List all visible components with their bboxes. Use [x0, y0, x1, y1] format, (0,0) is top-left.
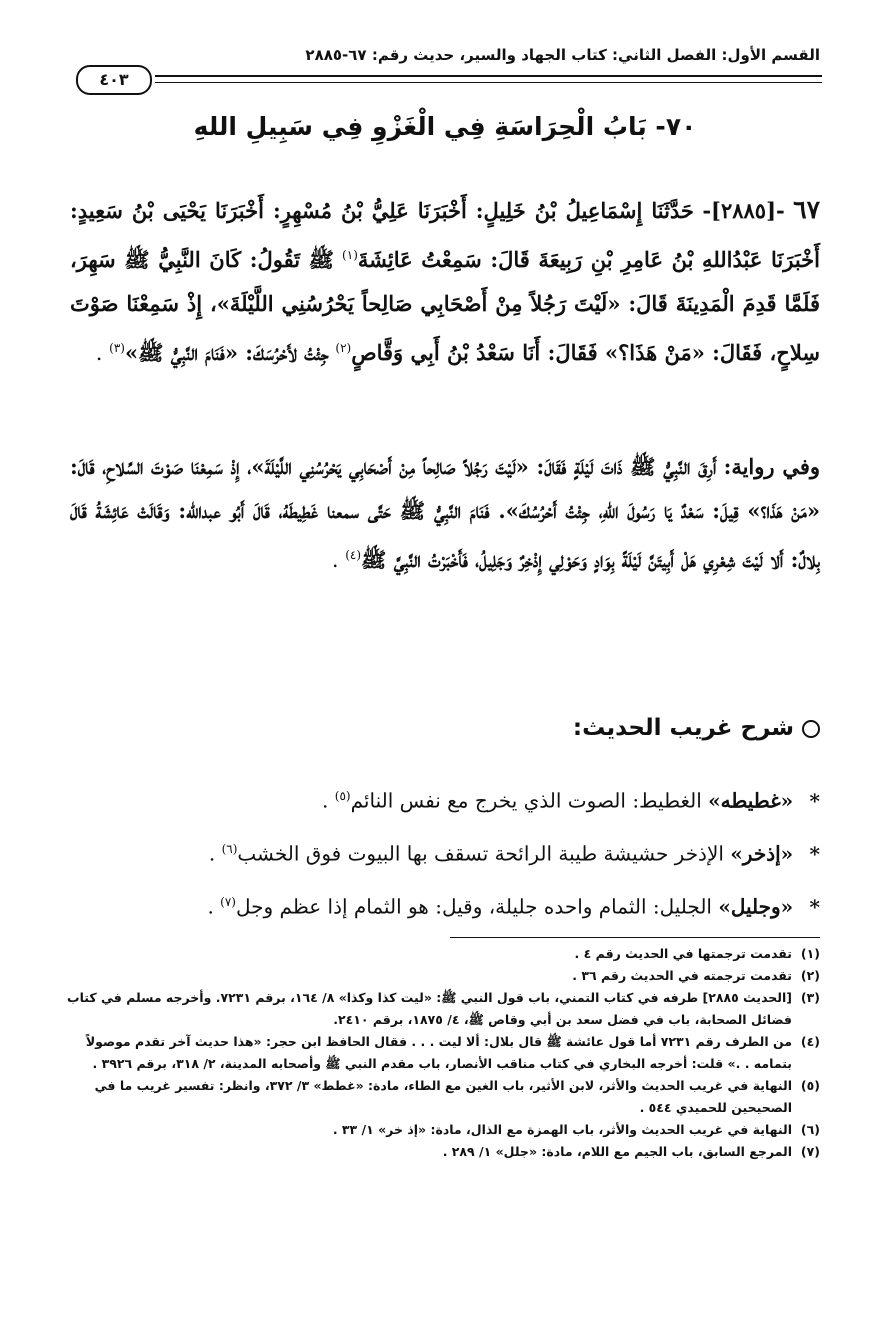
- footnote: [60, 1031, 820, 1075]
- footnote-text: النهاية في غريب الحديث والأثر، لابن الأثير، باب الغين مع الطاء، مادة: «غطط» ٣/ ٣٧٢، وانظر: تفسير غريب ما في الصحيحين للحميدي ٥٤٤ .: [94, 1078, 792, 1115]
- footnote: [60, 965, 820, 987]
- footnote: [60, 987, 820, 1031]
- footnote: [60, 1141, 820, 1163]
- gloss-period: .: [208, 841, 216, 866]
- section-heading-text: شرح غريب الحديث:: [572, 715, 794, 741]
- footnote-ref-5[interactable]: (٥): [334, 789, 351, 803]
- footnote-ref-1[interactable]: (١): [342, 248, 358, 262]
- header-rule: [155, 75, 822, 83]
- gloss-text: الغطيط: الصوت الذي يخرج مع نفس النائم: [350, 788, 702, 813]
- footnote-text: من الطرف رقم ٧٢٣١ أما قول عائشة ﷺ قال بلال: ألا ليت . . . فقال الحافظ ابن حجر: «هذا حديث آخر تقدم موصولاً بتمامه . .» قلت: أخرجه البخاري في كتاب مناقب الأنصار، باب مقدم النبي ﷺ وأصحابه المدينة، ٢/ ٣١٨، برقم ٣٩٢٦ .: [85, 1034, 792, 1071]
- footnote: [60, 1119, 820, 1141]
- asterisk-icon: *: [809, 788, 820, 813]
- running-head: القسم الأول: الفصل الثاني: كتاب الجهاد والسير، حديث رقم: ٦٧-٢٨٨٥: [305, 46, 820, 64]
- footnote-text: المرجع السابق، باب الجيم مع اللام، مادة: «جلل» ١/ ٢٨٩ .: [442, 1144, 792, 1159]
- asterisk-icon: *: [809, 841, 820, 866]
- footnote-ref-4[interactable]: (٤): [345, 548, 362, 562]
- asterisk-icon: *: [809, 894, 820, 919]
- riwaya-lead: وفي رواية:: [723, 454, 820, 479]
- footnote-text: تقدمت ترجمته في الحديث رقم ٣٦ .: [572, 968, 792, 983]
- footnote-ref-7[interactable]: (٧): [220, 895, 236, 909]
- footnote: [60, 943, 820, 965]
- footnote-text: تقدمت ترجمتها في الحديث رقم ٤ .: [574, 946, 792, 961]
- gloss-text: الجليل: الثمام واحده جليلة، وقيل: هو الثمام إذا عظم وجل: [235, 894, 712, 919]
- gloss-term: «إذخر»: [730, 841, 794, 866]
- riwaya-text: أَرِقَ النَّبِيُّ ﷺ ذَاتَ لَيْلَةٍ فَقَالَ: «لَيْتَ رَجُلاً صَالِحاً مِنْ أَصْحَابِي يَحْرُسُنِي اللَّيْلَةَ»، إِذْ سَمِعْنَا صَوْتَ السِّلاحِ، قَالَ: «مَنْ هَذَا؟» قِيلَ: سَعْدٌ يَا رَسُولَ اللهِ، جِئْتُ أَحْرُسُكَ». فَنَامَ النَّبِيُّ ﷺ حَتَّى سمعنا غَطِيطَهُ، قَالَ أَبُو عبدالله: وَقَالَتْ عَائِشَةُ قَالَ بِلالٌ: أَلا لَيْتَ شِعْرِي هَلْ أَبِيتَنَّ لَيْلَةً بِوَادٍ وَحَوْلِي إِذْخِرٌ وَجَلِيلُ، فَأَخْبَرْتُ النَّبِيَّ ﷺ: [70, 454, 820, 572]
- hadith-period: .: [95, 341, 103, 365]
- footnote-text: [الحديث ٢٨٨٥] طرفه في كتاب التمني، باب قول النبي ﷺ: «ليت كذا وكذا» ٨/ ١٦٤، برقم ٧٢٣١. وأخرجه مسلم في كتاب فضائل الصحابة، باب في فضل سعد بن أبي وقاص ﷺ، ٤/ ١٨٧٥، برقم ٢٤١٠.: [67, 990, 792, 1027]
- footnote-number: (٥): [800, 1078, 820, 1093]
- gloss-item: [70, 833, 820, 870]
- page-number: ٤٠٣: [76, 65, 152, 95]
- riwaya-period: .: [331, 548, 339, 572]
- footnote-number: (٣): [800, 990, 820, 1005]
- riwaya-paragraph: [70, 445, 820, 582]
- footnote-ref-6[interactable]: (٦): [221, 842, 238, 856]
- gloss-period: .: [207, 894, 214, 919]
- footnote: [60, 1075, 820, 1119]
- hadith-ref: -[٢٨٨٥]-: [702, 198, 785, 223]
- footnote-number: (٢): [800, 968, 820, 983]
- footnote-rule: [450, 937, 820, 938]
- circle-bullet-icon: [802, 720, 820, 738]
- footnote-ref-3[interactable]: (٣): [109, 341, 125, 355]
- hadith-number: ٦٧: [793, 195, 820, 224]
- footnote-number: (٤): [800, 1034, 820, 1049]
- section-heading: [573, 715, 820, 741]
- chapter-title: ٧٠- بَابُ الْحِرَاسَةِ فِي الْغَزْوِ فِي سَبِيلِ اللهِ: [193, 112, 697, 141]
- hadith-text-continued: ﷺ تَقُولُ: كَانَ النَّبِيُّ ﷺ سَهِرَ، فَلَمَّا قَدِمَ الْمَدِينَةَ قَالَ: «لَيْتَ رَجُلاً مِنْ أَصْحَابِي صَالِحاً يَحْرُسُنِي اللَّيْلَةَ»، إِذْ سَمِعْنَا صَوْتَ سِلاحٍ، فَقَالَ: «مَنْ هَذَا؟» فَقَالَ: أَنَا سَعْدُ بْنُ أَبِي وَقَّاصٍ: [70, 247, 820, 365]
- hadith-paragraph: [70, 188, 820, 375]
- hadith-text-end: جِئْتُ لأَحْرُسَكَ: «فَنَامَ النَّبِيُّ ﷺ»: [124, 340, 329, 365]
- footnote-number: (٦): [800, 1122, 820, 1137]
- footnote-number: (١): [800, 946, 820, 961]
- footnote-number: (٧): [800, 1144, 820, 1159]
- gloss-text: الإذخر حشيشة طيبة الرائحة تسقف بها البيوت فوق الخشب: [237, 841, 724, 866]
- gloss-term: «غطيطه»: [708, 788, 794, 813]
- gloss-item: [70, 780, 820, 817]
- gloss-term: «وجليل»: [718, 894, 794, 919]
- footnotes: [60, 943, 820, 1163]
- footnote-text: النهاية في غريب الحديث والأثر، باب الهمزة مع الذال، مادة: «إذ خر» ١/ ٣٣ .: [332, 1122, 792, 1137]
- gloss-item: [70, 886, 820, 923]
- footnote-ref-2[interactable]: (٢): [335, 341, 352, 355]
- gloss-period: .: [322, 788, 329, 813]
- hadith-text: حَدَّثَنَا إِسْمَاعِيلُ بْنُ خَلِيلٍ: أَخْبَرَنَا عَلِيُّ بْنُ مُسْهِرٍ: أَخْبَرَنَا يَحْيَى بْنُ سَعِيدٍ: أَخْبَرَنَا عَبْدُاللهِ بْنُ عَامِرِ بْنِ رَبِيعَةَ قَالَ: سَمِعْتُ عَائِشَةَ: [70, 198, 820, 272]
